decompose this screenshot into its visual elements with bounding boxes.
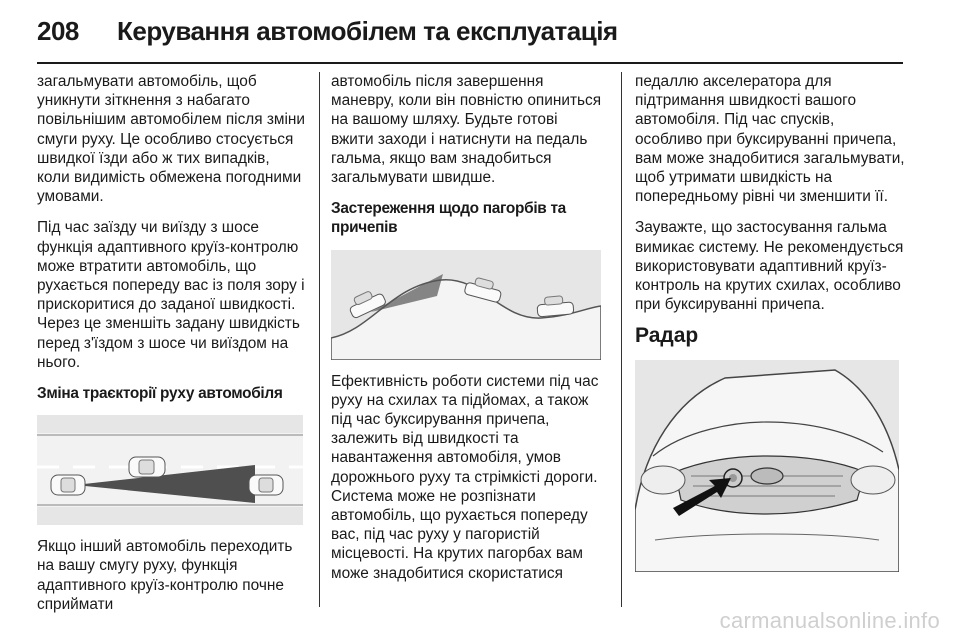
- col1-paragraph-1: загальмувати автомобіль, щоб уникнути зіткнення з набагато повільнішим автомобілем після зміни смуги руху. Це особливо стосується швидкої їзди або ж тих випадків, коли видимість обмежена погодними умовами.: [37, 73, 306, 206]
- column-2: [331, 72, 603, 595]
- lane-change-illustration: [37, 415, 303, 525]
- header-divider: [37, 62, 903, 64]
- column-1: [37, 72, 305, 626]
- col2-paragraph-2: Ефективність роботи системи під час руху на схилах та підйомах, а також під час буксирування причепа, залежить від швидкості та навантаження автомобіля, умов дорожнього руху та стрімкісті дороги. Система може не розпізнати автомобіль, що рухається попереду вас, під час руху у пагористій місцевості. На крутих пагорбах вам може знадобитися скористатися: [331, 372, 599, 582]
- col3-paragraph-2: Зауважте, що застосування гальма вимикає систему. Не рекомендується використовувати адаптивний круїз-контроль на крутих схилах, особливо при буксируванні причепа.: [635, 219, 904, 314]
- radar-car-front-illustration: [635, 360, 899, 572]
- col3-paragraph-1: педаллю акселератора для підтримання швидкості вашого автомобіля. Під час спусків, особливо при буксируванні причепа, вам може знадобитися загальмувати, щоб утримати швидкість на попередньому рівні чи зменшити її.: [635, 73, 905, 206]
- col2-heading-hills: Застереження щодо пагорбів та причепів: [331, 200, 566, 237]
- watermark: carmanualsonline.info: [719, 608, 940, 633]
- column-3: [635, 72, 905, 584]
- page-title: Керування автомобілем та експлуатація: [117, 16, 618, 46]
- page-header: [0, 0, 960, 62]
- car-merging-icon: [129, 457, 165, 477]
- hills-illustration: [331, 250, 601, 360]
- col1-paragraph-2: Під час заїзду чи виїзду з шосе функція адаптивного круїз-контролю може втратити автомобіль, що рухається попереду вас із поля зору і прискоритися до заданої швидкості. Через це зменшіть задану швидкість перед з'їздом з шосе чи виїздом на нього.: [37, 219, 305, 371]
- car-ahead-icon: [249, 475, 283, 495]
- col2-paragraph-1: автомобіль після завершення маневру, коли він повністю опиниться на вашому шляху. Будьте готові вжити заходи і натиснути на педаль гальма, якщо вам знадобиться загальмувати швидше.: [331, 73, 602, 187]
- car-own-icon: [51, 475, 85, 495]
- column-divider-2: [621, 72, 622, 607]
- col1-paragraph-3: Якщо інший автомобіль переходить на вашу смугу руху, функція адаптивного круїз-контролю почне сприймати: [37, 538, 293, 613]
- col3-heading-radar: Радар: [635, 324, 699, 348]
- page-number: 208: [37, 16, 79, 46]
- column-divider-1: [319, 72, 320, 607]
- col1-heading-lane-change: Зміна траєкторії руху автомобіля: [37, 385, 283, 403]
